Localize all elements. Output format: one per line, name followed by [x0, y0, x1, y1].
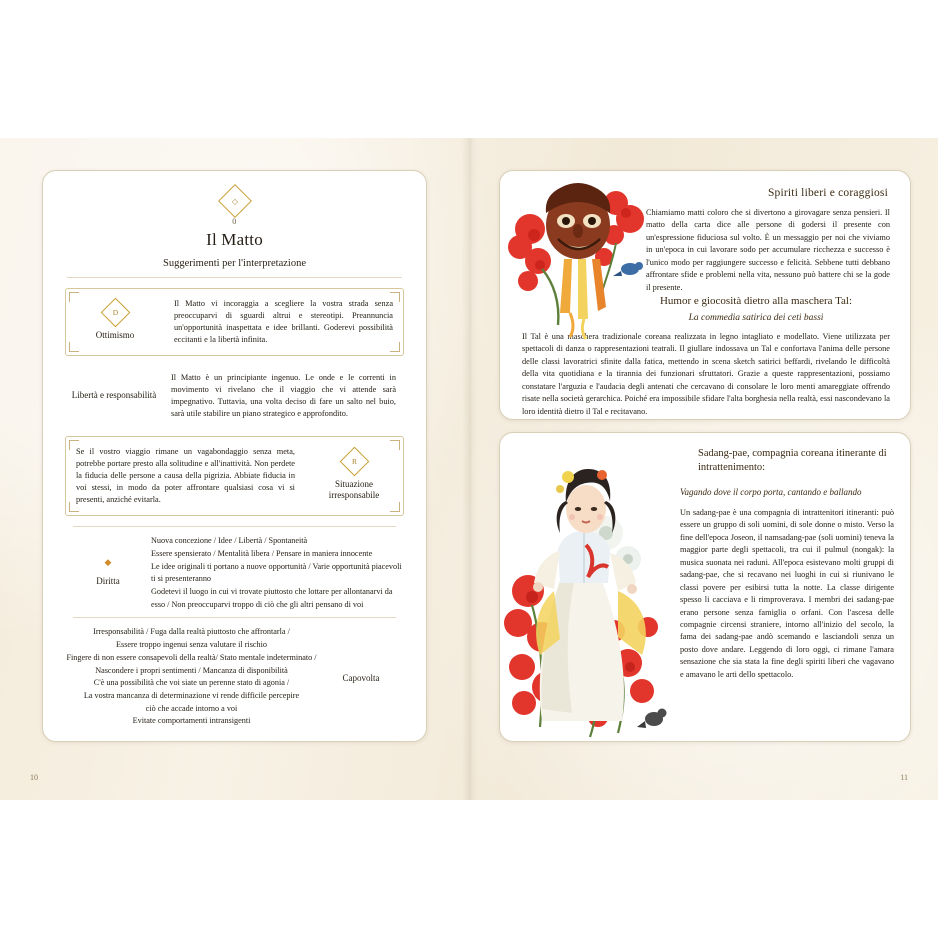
interpretation-block-optimism: [65, 288, 404, 356]
card-panel: [42, 170, 427, 742]
list-item: ciò che accade intorno a voi: [145, 703, 238, 713]
page-subtitle: Suggerimenti per l'interpretazione: [67, 258, 402, 278]
block-text-irresponsible: Se il vostro viaggio rimane un vagabondaggio senza meta, potrebbe portare presto alla solitudine e all'inattività. Non perdete la fiducia delle persone a causa della pigrizia. Abbiate fiducia in voi stessi, in modo da poter affrontare qualsiasi cosa vi si presenti, anziché evitarla.: [76, 447, 295, 505]
arcana-diamond-glyph: ◇: [231, 196, 238, 206]
block-label-irresponsible: Situazione irresponsabile: [328, 478, 380, 501]
list-item: Essere troppo ingenui senza valutare il rischio: [116, 640, 267, 650]
heading-humor-tal: Humor e giocosità dietro alla maschera Tal:: [659, 295, 853, 307]
section-divider-1: [73, 526, 396, 527]
heading-spiriti-liberi: Spiriti liberi e coraggiosi: [767, 187, 888, 199]
paragraph-tal: Il Tal è una maschera tradizionale coreana realizzata in legno intagliato e modellato. Viene utilizzata per spettacoli di danza o rappresentazioni teatrali. Il giullare indossava un Tal e confortava l'anima delle persone delle classi lavoratrici sfinite dalla fatica, mettendo in scena sketch satirici beffardi, rivelando le difficoltà della vita quotidiana e la tirannia dei funzionari sfruttatori. Grazie a queste rappresentazioni, possiamo constatare l'arguzia e l'audacia degli antenati che cercavano di consolare le loro menti amareggiate offrendo risate nella società gerarchica. Poiché era impossibile sfidare l'alta borghesia nella realtà, essi nascondevano la loro identità dietro il Tal e recitavano.: [522, 332, 890, 416]
block-label-optimism: Ottimismo: [95, 330, 135, 341]
right-page: [469, 138, 938, 800]
upright-bullet-icon: ◆: [104, 556, 112, 567]
list-item: Nuova concezione / Idee / Libertà / Spontaneità: [151, 536, 308, 546]
upright-keywords-marker: [65, 558, 151, 589]
tal-mask-icon: [508, 173, 668, 353]
list-item: La vostra mancanza di determinazione vi rende difficile percepire: [83, 690, 300, 700]
paragraph-sadang-pae: Un sadang-pae è una compagnia di intrattenitori itineranti: può essere un gruppo di soli uomini, di sole donne o misto. Verso la fine dell'epoca Joseon, il namsadang-pae (soli uomini) teneva la maggior parte degli spettacoli, tra cui il pulmul (nongak): la musica suonata nei raduni. All'epoca esistevano molti gruppi di sadang-pae, che si recavano nei luoghi in cui si riunivano le classi povere per esibirsi tutta la notte. La classe dirigente spesso li cacciava e li rimproverava. I membri dei sadang-pae erano persone senza famiglia o orfani. Con l'ascesa delle compagnie circensi straniere, intorno all'inizio del secolo, la fama dei sadang-pae andò scemando e lasciandoli senza un posto dove andare. Leggendo di loro oggi, ci rimane l'amara sensazione che sia stata la fine degli spiriti liberi che vagavano e amavano le arti dello spettacolo.: [680, 508, 894, 679]
block-marker-irresponsible: [305, 437, 403, 515]
reversed-label: Capovolta: [342, 673, 380, 684]
list-item: C'è una possibilità che voi siate un perenne stato di agonia /: [93, 678, 290, 688]
list-item: Essere spensierato / Mentalità libera / Pensare in maniera innocente: [151, 548, 373, 558]
arcana-number: 0: [232, 217, 237, 226]
block-label-freedom: Libertà e responsabilità: [71, 390, 157, 401]
korean-dancer-icon: [502, 441, 678, 741]
book-spread: [0, 138, 938, 800]
interpretation-block-irresponsible: [65, 436, 404, 516]
list-item: Le idee originali ti portano a nuove opportunità / Varie opportunità piacevoli ti si presenteranno: [151, 561, 402, 584]
subheading-vagando: Vagando dove il corpo porta, cantando e ballando: [680, 487, 862, 497]
block-marker-optimism: [66, 289, 164, 355]
reversed-marker-letter: R: [351, 456, 357, 466]
reversed-keywords-section: [65, 626, 404, 728]
section-divider-2: [73, 617, 396, 618]
arcana-diamond-icon: [218, 184, 252, 218]
left-page: [0, 138, 469, 800]
reversed-keywords-marker: [318, 668, 404, 686]
upright-keyword-list: [151, 535, 404, 611]
right-top-card: [499, 170, 911, 420]
list-item: Evitate comportamenti intransigenti: [132, 716, 251, 726]
upright-keywords-section: [65, 535, 404, 611]
block-marker-freedom: [65, 366, 163, 426]
block-text-optimism: Il Matto vi incoraggia a scegliere la vostra strada senza preoccuparvi di sguardi altrui e stereotipi. Preannuncia un'opportunità inaspettata e idee brillanti. Goderevi possibilità eccitanti e la libertà infinita.: [174, 299, 393, 345]
page-title: Il Matto: [206, 230, 263, 249]
block-text-freedom: Il Matto è un principiante ingenuo. Le onde e le correnti in movimento vi rivelano che il viaggio che vi attende sarà impegnativo. Tuttavia, una volta deciso di fare un salto nel buio, sarà utile stabilire un piano strategico e approfondito.: [171, 373, 396, 419]
upright-marker-letter: D: [112, 308, 118, 318]
subheading-commedia-satirica: La commedia satirica dei ceti bassi: [688, 313, 824, 323]
heading-sadang-pae: Sadang-pae, compagnia coreana itinerante di intrattenimento:: [698, 448, 887, 473]
interpretation-block-freedom: [65, 366, 404, 426]
upright-label: Diritta: [96, 575, 120, 586]
upright-diamond-icon: [100, 298, 130, 328]
list-item: Irresponsabilità / Fuga dalla realtà piuttosto che affrontarla /: [93, 627, 290, 637]
list-item: Fingere di non essere consapevoli della realtà/ Stato mentale indeterminato /: [66, 652, 317, 662]
right-bottom-card: [499, 432, 911, 742]
reversed-keyword-list: [65, 626, 318, 728]
list-item: Godetevi il luogo in cui vi trovate piuttosto che lottare per allontanarvi da esso / Non preoccuparvi troppo di ciò che gli altri pensano di voi: [151, 587, 393, 609]
page-number-right: 11: [900, 773, 908, 782]
page-number-left: 10: [30, 773, 38, 782]
paragraph-spiriti-liberi: Chiamiamo matti coloro che si divertono a girovagare senza pensieri. Il matto della carta dice alle persone di godersi il presente con un'espressione fiduciosa sul volto. È un messaggio per noi che viviamo in un'epoca in cui lavorare sodo per accumulare ricchezza e successo è l'unico modo per raggiungere successo e felicità. Sebbene tutti debbano affrontare sfide e problemi nella vita, nessuno può battere chi se la gode il presente.: [646, 208, 890, 292]
reversed-diamond-icon: [339, 447, 369, 477]
list-item: Nascondere i propri sentimenti / Mancanza di disponibilità: [95, 665, 288, 675]
